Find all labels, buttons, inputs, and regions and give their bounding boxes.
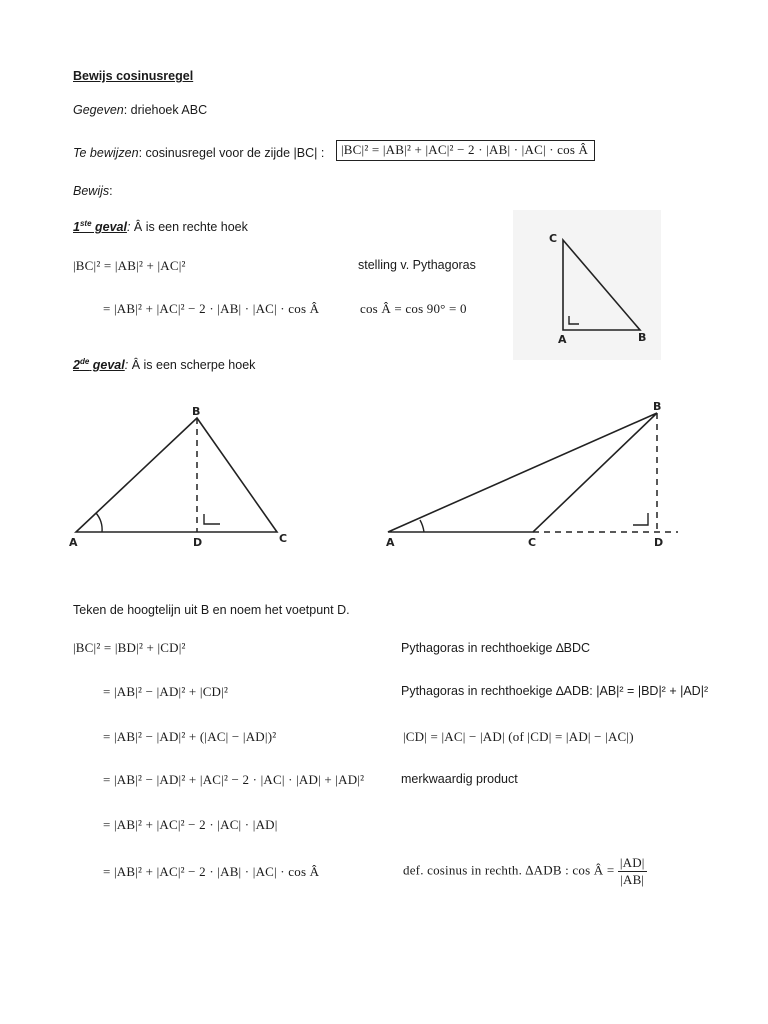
cosine-definition-text: def. cosinus in rechth. ∆ADB : cos Â = [403, 862, 615, 878]
right-angle-mark [633, 513, 648, 525]
derivation-formula-3: = |AB|² − |AD|² + (|AC| − |AD|)² [103, 729, 277, 744]
given-text: : driehoek ABC [123, 103, 208, 117]
case1-label-sup: ste [79, 219, 92, 228]
vertex-label-c: C [528, 536, 537, 549]
derivation-reason-2: Pythagoras in rechthoekige ∆ADB: |AB|² = |BD|² + |AD|² [401, 684, 709, 698]
derivation-reason-1: Pythagoras in rechthoekige ∆BDC [401, 641, 590, 655]
to-prove-formula: |BC|² = |AB|² + |AC|² − 2 · |AB| · |AC| · cos Â [336, 140, 595, 161]
case2-label-sup: de [79, 357, 90, 366]
case2-figure-acute-outside [380, 395, 690, 555]
case2-label-num: 2 [73, 358, 80, 373]
case2-heading [73, 357, 255, 372]
vertex-label-d: D [654, 536, 664, 549]
fraction-numerator: |AD| [619, 855, 645, 870]
to-prove-line [73, 146, 324, 160]
document-title: Bewijs cosinusregel [73, 69, 194, 83]
given-line [73, 103, 207, 117]
vertex-label-a: A [69, 536, 78, 549]
case2-text: Â is een scherpe hoek [131, 358, 256, 373]
proof-colon: : [109, 184, 113, 198]
case1-label [73, 220, 127, 234]
proof-line [73, 184, 113, 198]
fraction-denominator: |AB| [620, 872, 645, 887]
vertex-label-b: B [192, 405, 201, 418]
vertex-label-d: D [193, 536, 203, 549]
angle-a-arc [420, 520, 424, 532]
vertex-label-a: A [558, 333, 567, 346]
derivation-formula-4: = |AB|² − |AD|² + |AC|² − 2 · |AC| · |AD| + |AD|² [103, 772, 365, 787]
case1-reason-1: stelling v. Pythagoras [358, 258, 476, 272]
to-prove-label: Te bewijzen [73, 146, 139, 160]
case2-label [73, 358, 125, 372]
case2-figure-acute-inside [60, 395, 300, 555]
derivation-formula-6: = |AB|² + |AC|² − 2 · |AB| · |AC| · cos Â [103, 864, 320, 879]
derivation-formula-2: = |AB|² − |AD|² + |CD|² [103, 684, 229, 699]
triangle-abc [388, 413, 657, 532]
case1-reason-2: cos Â = cos 90° = 0 [360, 301, 467, 316]
derivation-formula-5: = |AB|² + |AC|² − 2 · |AC| · |AD| [103, 817, 278, 832]
proof-label: Bewijs [73, 184, 110, 198]
triangle-abc [76, 418, 277, 532]
right-angle-mark [569, 316, 579, 324]
angle-a-arc [96, 513, 102, 532]
to-prove-text: : cosinusregel voor de zijde |BC| : [138, 146, 325, 160]
vertex-label-b: B [653, 400, 662, 413]
case1-text: Â is een rechte hoek [133, 220, 248, 235]
case1-label-word: geval [91, 220, 127, 235]
cosine-fraction [618, 855, 647, 888]
case1-heading [73, 219, 248, 234]
derivation-reason-6 [403, 855, 647, 888]
vertex-label-a: A [386, 536, 395, 549]
vertex-label-c: C [549, 232, 558, 245]
case2-label-word: geval [89, 358, 125, 373]
triangle-abc [563, 240, 640, 330]
derivation-reason-3: |CD| = |AC| − |AD| (of |CD| = |AD| − |AC|) [403, 729, 634, 744]
case1-formula-1: |BC|² = |AB|² + |AC|² [73, 258, 186, 273]
case2-label-colon: : [124, 358, 129, 373]
case1-label-num: 1 [73, 220, 80, 235]
case1-formula-2: = |AB|² + |AC|² − 2 · |AB| · |AC| · cos Â [103, 301, 320, 316]
case1-right-triangle-figure [513, 210, 661, 360]
case1-label-colon: : [126, 220, 131, 235]
given-label: Gegeven [73, 103, 124, 117]
derivation-formula-1: |BC|² = |BD|² + |CD|² [73, 640, 186, 655]
right-angle-mark [204, 514, 220, 524]
vertex-label-c: C [279, 532, 288, 545]
derivation-reason-4: merkwaardig product [401, 772, 518, 786]
vertex-label-b: B [638, 331, 647, 344]
altitude-instruction: Teken de hoogtelijn uit B en noem het voetpunt D. [73, 603, 350, 617]
